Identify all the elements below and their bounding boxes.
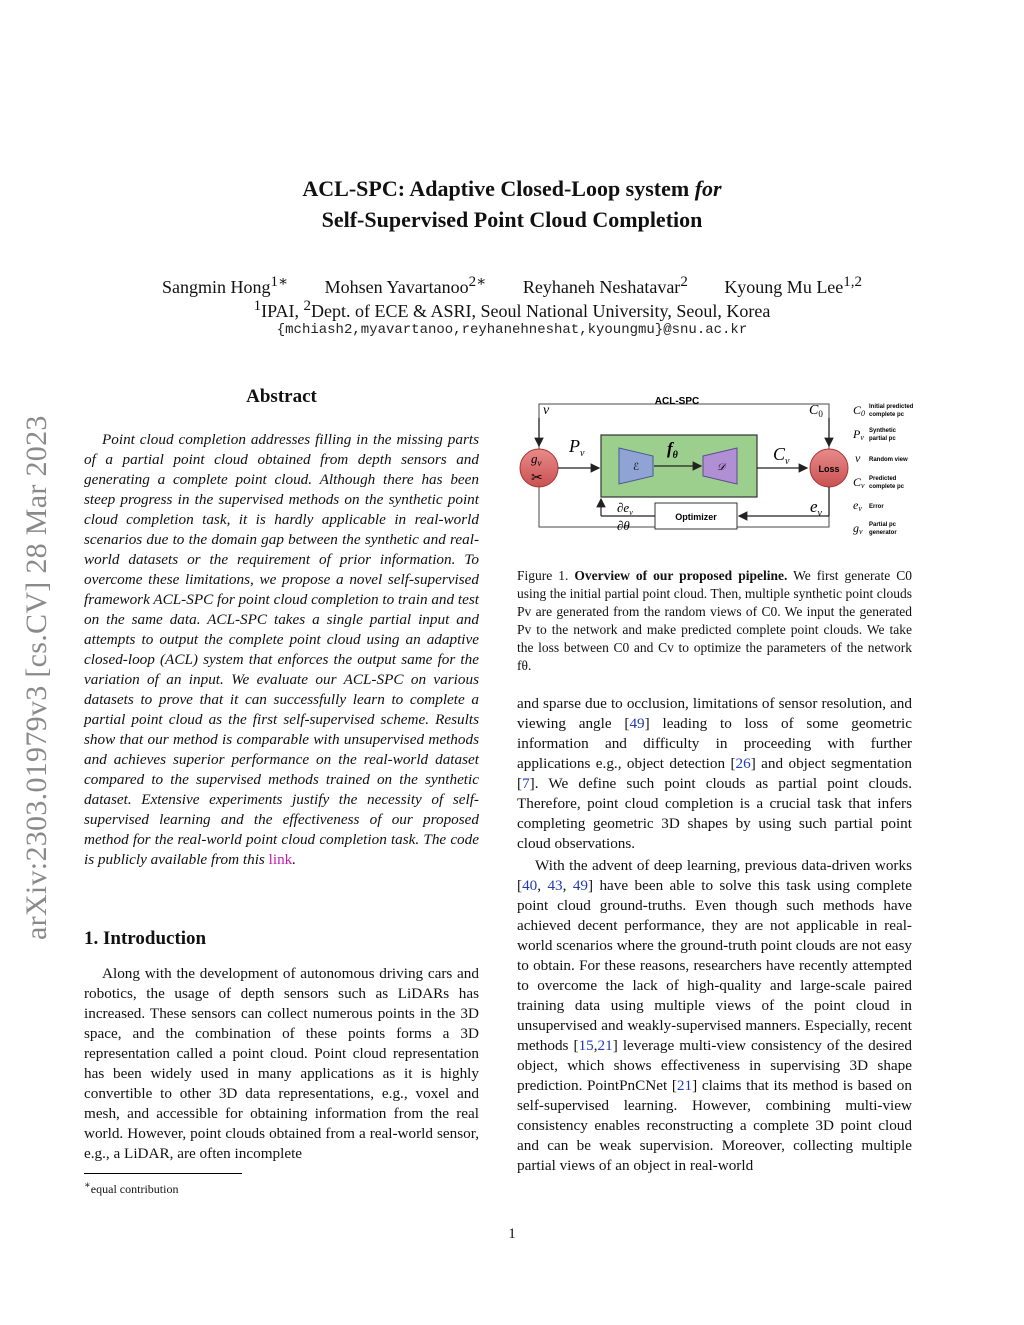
legend-desc: Predicted bbox=[869, 476, 897, 482]
citation-link[interactable]: 21 bbox=[676, 1077, 693, 1094]
citation-link[interactable]: 43 bbox=[547, 877, 563, 894]
cv-label: $C_v$ bbox=[773, 444, 790, 467]
abstract-body: Point cloud completion addresses filling in the missing parts of a partial point cloud obtained from depth sensors and generating a complete point cloud. Although there has been steep progress in the supervised methods on the synthetic point cloud completion task, it is hardly applicable in real-world scenarios due to the domain gap between the synthetic and real-world datasets or the requirement of prior information. To overcome these limitations, we propose a novel self-supervised framework ACL-SPC for point cloud completion to train and test on the same data. ACL-SPC takes a single partial input and attempts to output the complete point cloud using an adaptive closed-loop (ACL) system that enforces the output same for the variation of an input. We evaluate our ACL-SPC on various datasets to prove that it can successfully learn to complete a partial point cloud as the first self-supervised scheme. Results show that our method is comparable with unsupervised methods and achieves superior performance on the real-world dataset compared to the supervised methods trained on the synthetic dataset. Extensive experiments justify the necessity of self-supervised learning and the effectiveness of our proposed method for the real-world point cloud completion task. The code is publicly available from this link. bbox=[84, 431, 480, 868]
scissors-icon: ✂ bbox=[531, 469, 543, 485]
paper-title bbox=[0, 173, 1024, 235]
affiliation: $^1$IPAI, $^2$Dept. of ECE & ASRI, Seoul National University, Seoul, Korea bbox=[253, 298, 771, 321]
grad-denominator: ∂θ bbox=[617, 518, 630, 533]
citation-link[interactable]: 26 bbox=[735, 755, 751, 772]
legend-symbol: C0 bbox=[853, 403, 866, 418]
code-link[interactable]: link bbox=[268, 851, 293, 868]
acl-title: ACL-SPC bbox=[654, 396, 700, 407]
gv-label: $g_v$ bbox=[531, 451, 542, 468]
f-theta-label: $f_\theta$ bbox=[667, 439, 678, 461]
abstract-heading: Abstract bbox=[246, 386, 317, 407]
citation-link[interactable]: 15 bbox=[578, 1037, 594, 1054]
legend-desc: Initial predicted bbox=[869, 404, 914, 410]
grad-numerator: $\partial e_v$ bbox=[617, 500, 633, 517]
citation-link[interactable]: 7 bbox=[522, 775, 530, 792]
author: Kyoung Mu Lee$^{1,2}$ bbox=[724, 274, 863, 297]
encoder-label: ℰ bbox=[632, 462, 640, 473]
citation-link[interactable]: 21 bbox=[597, 1037, 613, 1054]
author: Sangmin Hong$^{1∗}$ bbox=[161, 274, 289, 297]
figure-legend bbox=[852, 403, 914, 536]
citation-link[interactable]: 49 bbox=[629, 715, 645, 732]
introduction-heading: 1. Introduction bbox=[84, 928, 207, 949]
pipeline-diagram bbox=[517, 390, 917, 550]
footnote: ∗equal contribution bbox=[84, 1180, 179, 1196]
footnote-divider bbox=[84, 1173, 242, 1174]
legend-symbol: gv bbox=[853, 521, 863, 536]
figure-caption: Figure 1. Overview of our proposed pipeline. We first generate C0 using the initial partial point cloud. Then, multiple synthetic point clouds Pv are generated from the random views of C0. We input the generated Pv to the network and make predicted complete point clouds. We take the loss between C0 and Cv to optimize the parameters of the network fθ. bbox=[517, 568, 912, 673]
right-column-para1: and sparse due to occlusion, limitations of sensor resolution, and viewing angle [49] leading to loss of some geometric information and difficulty in proceeding with further applications e.g., object detection [26] and object segmentation [7]. We define such point clouds as partial point clouds. Therefore, point cloud completion is a crucial task that infers completing geometric 3D shapes by using such partial point cloud observations. bbox=[517, 695, 912, 852]
legend-symbol: Cv bbox=[853, 475, 865, 490]
legend-desc: Error bbox=[869, 504, 884, 510]
c0-label: $C_0$ bbox=[809, 403, 823, 419]
legend-symbol: ev bbox=[853, 498, 862, 513]
arxiv-identifier[interactable]: arXiv:2303.01979v3 [cs.CV] 28 Mar 2023 bbox=[20, 415, 53, 940]
optimizer-label: Optimizer bbox=[675, 512, 717, 522]
citation-link[interactable]: 40 bbox=[522, 877, 538, 894]
v-label: v bbox=[543, 403, 550, 418]
author: Mohsen Yavartanoo$^{2∗}$ bbox=[324, 274, 487, 297]
pv-label: $P_v$ bbox=[569, 436, 585, 459]
page-number: 1 bbox=[508, 1226, 516, 1242]
legend-desc: generator bbox=[869, 530, 897, 536]
legend-symbol: v bbox=[855, 451, 861, 465]
citation-link[interactable]: 49 bbox=[572, 877, 588, 894]
introduction-body: Along with the development of autonomous driving cars and robotics, the usage of depth sensors such as LiDARs has increased. These sensors can collect numerous points in the 3D space, and the combination of these points forms a 3D representation called a point cloud. Point cloud representation has been widely used in many applications as it is highly convertible to other 3D data representations, e.g., voxel and mesh, and accessible for obtaining information from the real world. However, point clouds obtained from a real-world sensor, e.g., a LiDAR, are often incomplete bbox=[84, 965, 479, 1162]
title-line1: ACL-SPC: Adaptive Closed-Loop system bbox=[302, 176, 690, 201]
loss-label: Loss bbox=[818, 464, 840, 474]
author-emails[interactable]: {mchiash2,myavartanoo,reyhanehneshat,kyoungmu}@snu.ac.kr bbox=[276, 322, 748, 338]
legend-desc: Synthetic bbox=[869, 428, 897, 434]
legend-desc: complete pc bbox=[869, 412, 905, 418]
figure-pipeline bbox=[517, 390, 917, 555]
decoder-label: 𝒟 bbox=[717, 462, 725, 473]
legend-symbol: Pv bbox=[853, 427, 864, 442]
title-italic-word: for bbox=[694, 176, 722, 201]
right-column-para2: With the advent of deep learning, previous data-driven works [40, 43, 49] have been able to solve this task using complete point cloud ground-truths. Even though such methods have achieved decent performance, they are not applicable in real-world scenarios where the ground-truth point clouds are not easy to obtain. For these reasons, researchers have recently attempted to overcome the lack of high-quality and large-scale paired training data using multiple views of the point cloud in unsupervised and weakly-supervised manners. Especially, recent methods [15,21] leverage multi-view consistency of the desired object, which shows effectiveness in supervising 3D shape prediction. PointPnCNet [21] claims that its method is based on self-supervised learning. However, combining multi-view consistency enables reconstructing a complete 3D point cloud and can be weak supervision. Moreover, collecting multiple partial views of an object in real-world bbox=[517, 857, 913, 1174]
legend-desc: partial pc bbox=[869, 436, 896, 442]
title-line2: Self-Supervised Point Cloud Completion bbox=[321, 207, 703, 232]
legend-desc: Partial pc bbox=[869, 522, 897, 528]
legend-desc: complete pc bbox=[869, 484, 905, 490]
author: Reyhaneh Neshatavar$^2$ bbox=[522, 274, 688, 297]
ev-label: $e_v$ bbox=[810, 497, 822, 519]
legend-desc: Random view bbox=[869, 457, 908, 463]
